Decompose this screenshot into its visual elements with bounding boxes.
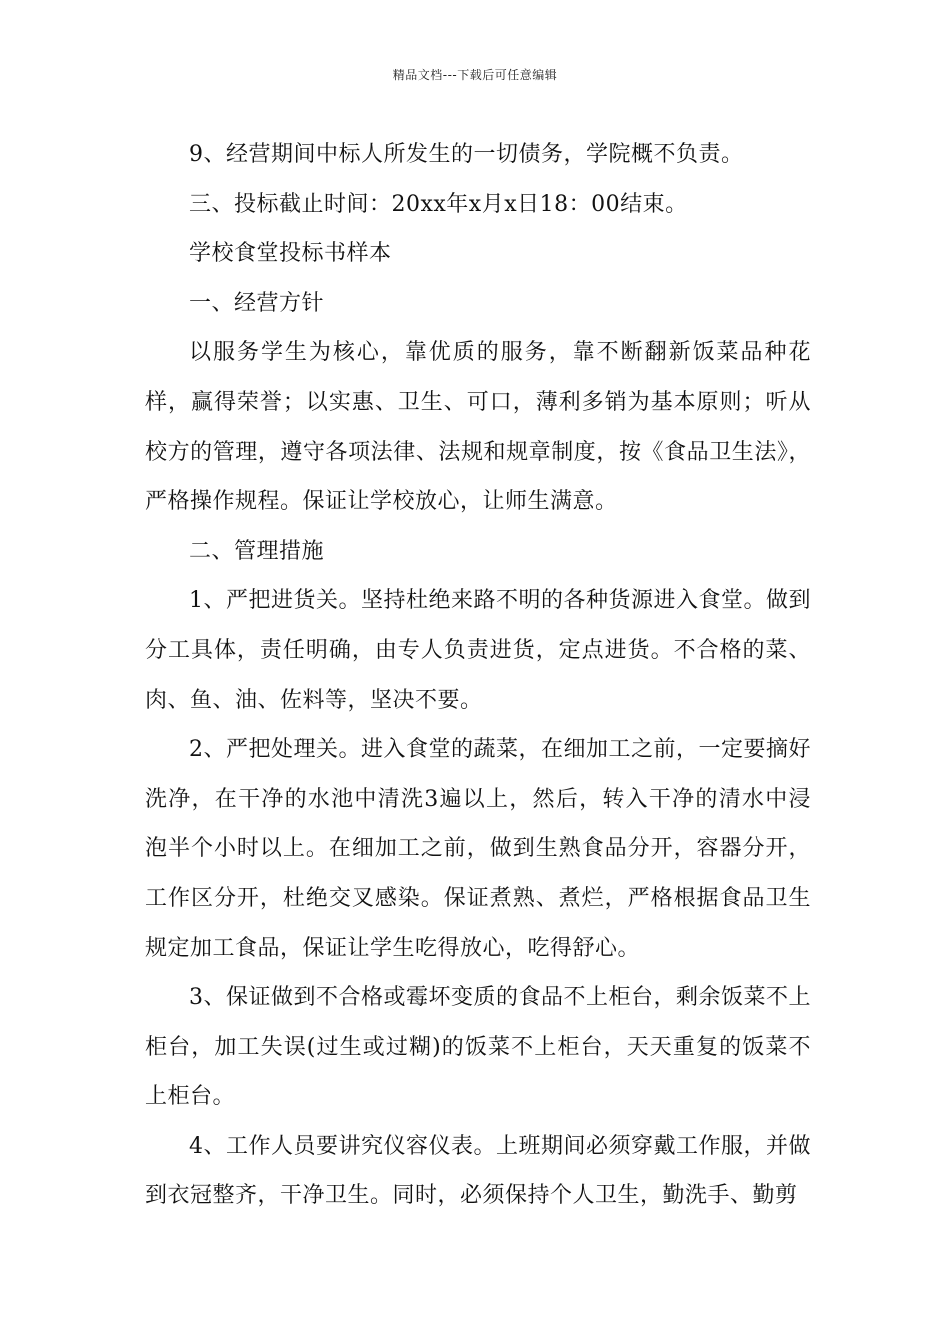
paragraph-title-sample: 学校食堂投标书样本 [189,241,392,267]
paragraph-bid-deadline: 三、投标截止时间：20xx年x月x日18：00结束。 [189,191,688,217]
paragraph-item-9: 9、经营期间中标人所发生的一切债务，学院概不负责。 [189,142,744,167]
paragraph-measure-4: 4、工作人员要讲究仪容仪表。上班期间必须穿戴工作服，并做到衣冠整齐，干净卫生。同时，必须保持个人卫生，勤洗手、勤剪 [145,1133,811,1209]
paragraph-measure-3: 3、保证做到不合格或霉坏变质的食品不上柜台，剩余饭菜不上柜台，加工失误(过生或过糊)的饭菜不上柜台，天天重复的饭菜不上柜台。 [145,985,811,1110]
page-header: 精品文档---下载后可任意编辑 [392,68,558,82]
paragraph-measure-2: 2、严把处理关。进入食堂的蔬菜，在细加工之前，一定要摘好洗净，在干净的水池中清洗3遍以上，然后，转入干净的清水中浸泡半个小时以上。在细加工之前，做到生熟食品分开，容器分开，工作区分开，杜绝交叉感染。保证煮熟、煮烂，严格根据食品卫生规定加工食品，保证让学生吃得放心，吃得舒心。 [145,737,811,961]
document-body [145,130,811,1221]
paragraph-business-policy: 以服务学生为核心，靠优质的服务，靠不断翻新饭菜品种花样，赢得荣誉；以实惠、卫生、可口，薄利多销为基本原则；听从校方的管理，遵守各项法律、法规和规章制度，按《食品卫生法》，严格操作规程。保证让学校放心，让师生满意。 [145,340,811,515]
heading-business-policy: 一、经营方针 [189,290,325,316]
heading-management-measures: 二、管理措施 [189,538,325,564]
paragraph-measure-1: 1、严把进货关。坚持杜绝来路不明的各种货源进入食堂。做到分工具体，责任明确，由专人负责进货，定点进货。不合格的菜、肉、鱼、油、佐料等，坚决不要。 [145,588,811,713]
